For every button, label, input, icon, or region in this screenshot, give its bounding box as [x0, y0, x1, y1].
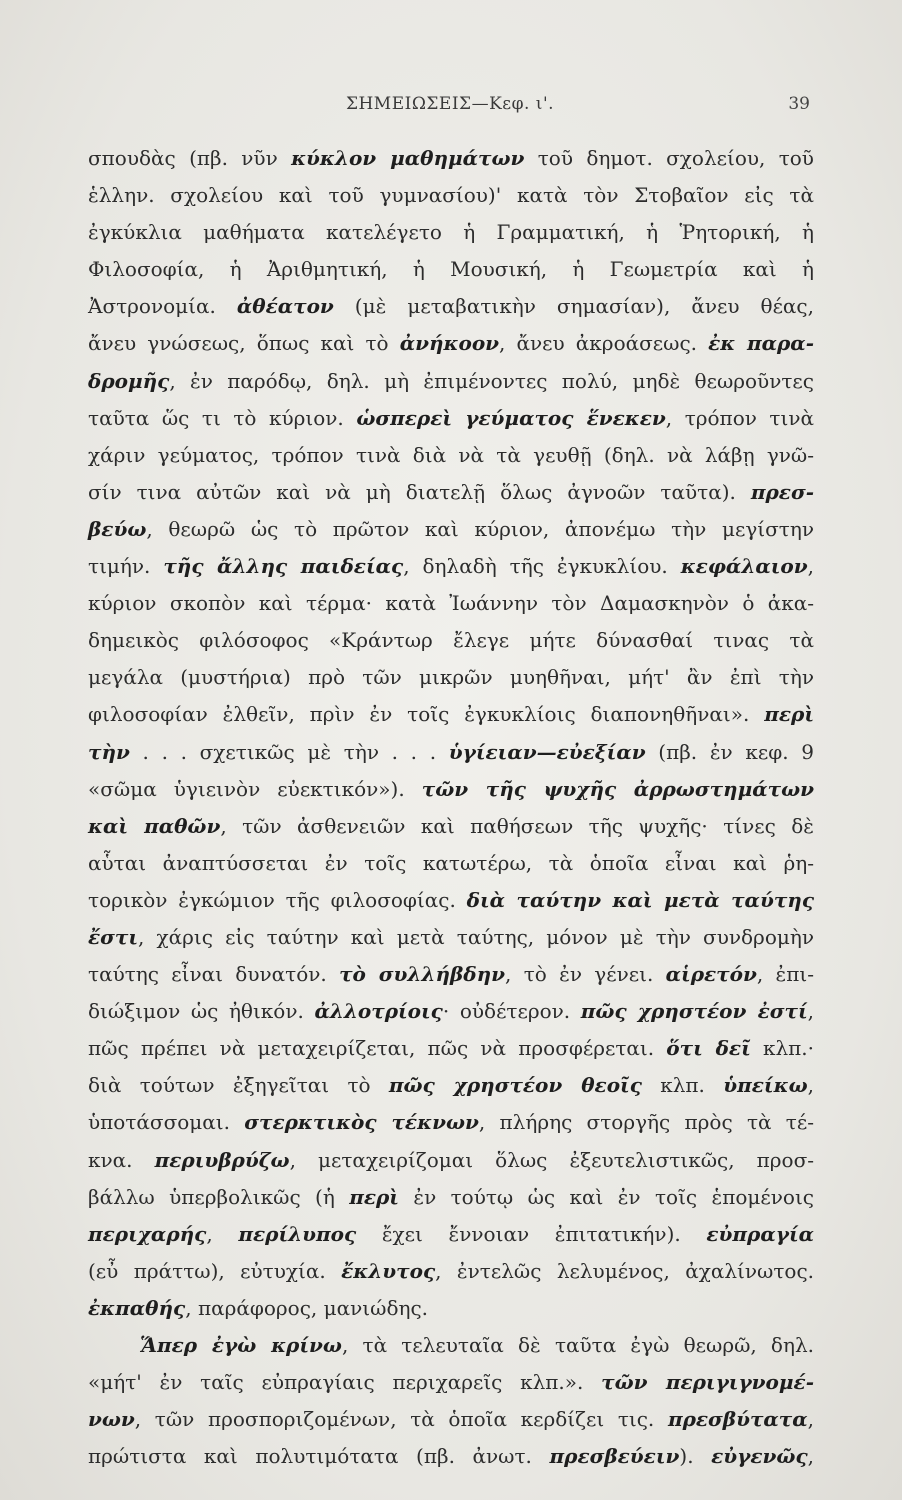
gloss-text: ἐγκύκλια μαθήματα κατελέγετο ἡ Γραμματική, ἡ Ῥητορική, ἡ [88, 220, 814, 245]
lemma-term: ἀθέατον [236, 294, 334, 319]
text-line [88, 845, 814, 882]
gloss-text: ὑποτάσσομαι. [88, 1110, 245, 1135]
lemma-term: περὶ [764, 702, 814, 727]
gloss-text: · οὐδέτερον. [442, 999, 581, 1024]
lemma-term: αἱρετόν [665, 962, 757, 987]
gloss-text: ). [679, 1444, 712, 1469]
gloss-text: , ἐντελῶς λελυμένος, ἀχαλίνωτος. [435, 1258, 815, 1283]
gloss-text: σπουδὰς (πβ. νῦν [88, 146, 292, 170]
gloss-text: , [807, 999, 814, 1024]
text-line [88, 1142, 814, 1179]
text-line [88, 993, 814, 1030]
lemma-term: τῶν περιγιγνομέ- [601, 1370, 814, 1395]
lemma-term: ὡσπερεὶ γεύματος ἕνεκεν [356, 405, 666, 430]
text-line [88, 363, 814, 400]
text-line [88, 585, 814, 622]
gloss-text: , [807, 1407, 814, 1432]
text-line [88, 808, 814, 845]
gloss-text: , [807, 554, 814, 579]
lemma-term: τῆς ἄλλης παιδείας [163, 554, 404, 579]
gloss-text: , χάρις εἰς ταύτην καὶ μετὰ ταύτης, μόνον μὲ τὴν συνδρομὴν [138, 924, 814, 949]
gloss-text: , ἄνευ ἀκροάσεως. [499, 331, 709, 356]
lemma-term: ὑγίειαν—εὐεξίαν [448, 739, 646, 764]
gloss-text: «μήτ' ἐν ταῖς εὐπραγίαις περιχαρεῖς κλπ.». [88, 1370, 602, 1395]
lemma-term: εὐγενῶς [711, 1444, 808, 1469]
gloss-text: Φιλοσοφία, ἡ Ἀριθμητική, ἡ Μουσική, ἡ Γεωμετρία καὶ ἡ [88, 257, 814, 282]
gloss-text: , τὸ ἐν γένει. [505, 962, 666, 987]
gloss-text: ταύτης εἶναι δυνατόν. [88, 962, 340, 987]
gloss-text: δημεικὸς φιλόσοφος «Κράντωρ ἔλεγε μήτε δύνασθαί τινας τὰ [88, 628, 814, 653]
lemma-term: περιυβρύζω [154, 1147, 290, 1172]
gloss-text: (μὲ μεταβατικὴν σημασίαν), ἄνευ θέας, [333, 294, 814, 319]
text-line [88, 1179, 814, 1216]
text-line [88, 1030, 814, 1067]
gloss-text: , τῶν ἀσθενειῶν καὶ παθήσεων τῆς ψυχῆς· τίνες δὲ [220, 813, 814, 838]
gloss-text: σίν τινα αὐτῶν καὶ νὰ μὴ διατελῇ ὅλως ἀγνοῶν ταῦτα). [88, 479, 751, 504]
text-line [88, 214, 814, 251]
gloss-text: , τρόπον τινὰ [665, 405, 815, 430]
text-line [88, 1364, 814, 1401]
lemma-term: βεύω [88, 516, 147, 541]
gloss-text: πρώτιστα καὶ πολυτιμότατα (πβ. ἀνωτ. [88, 1444, 550, 1469]
text-line [88, 956, 814, 993]
text-line [88, 251, 814, 288]
gloss-text: ἔχει ἔννοιαν ἐπιτατικήν). [356, 1221, 707, 1246]
text-line [88, 1438, 814, 1475]
text-line [88, 325, 814, 362]
lemma-term: ἐκ παρα- [708, 331, 814, 356]
lemma-term: ἔστι [88, 924, 139, 949]
lemma-term: εὐπραγία [706, 1221, 815, 1246]
lemma-term: πῶς χρηστέον θεοῖς [388, 1073, 642, 1098]
lemma-term: ὑπείκω [723, 1073, 808, 1098]
text-line [88, 919, 814, 956]
gloss-text: μεγάλα (μυστήρια) πρὸ τῶν μικρῶν μυηθῆναι, μήτ' ἂν ἐπὶ τὴν [88, 665, 814, 690]
lemma-term: νων [88, 1407, 135, 1432]
text-line [88, 1216, 814, 1253]
lemma-term: πῶς χρηστέον ἐστί [580, 999, 808, 1024]
text-line [88, 1327, 814, 1364]
text-line [88, 437, 814, 474]
lemma-term: κεφάλαιον [680, 554, 808, 579]
running-head: ΣΗΜΕΙΩΣΕΙΣ—Κεφ. ι'. [345, 94, 555, 114]
gloss-text: κλπ.· [750, 1036, 814, 1061]
lemma-term: ἀλλοτρίοις [314, 999, 443, 1024]
text-line [88, 696, 814, 733]
gloss-text: , ἐν παρόδῳ, δηλ. μὴ ἐπιμένοντες πολύ, μηδὲ θεωροῦντες [169, 368, 814, 393]
text-line [88, 1104, 814, 1141]
text-line [88, 771, 814, 808]
lemma-term: ἔκλυτος [341, 1258, 436, 1283]
gloss-text: αὗται ἀναπτύσσεται ἐν τοῖς κατωτέρω, τὰ ὁποῖα εἶναι καὶ ῥη- [88, 850, 814, 875]
text-line [88, 511, 814, 548]
lemma-term: περίλυπος [238, 1221, 357, 1246]
text-line [88, 882, 814, 919]
gloss-text: ἑλλην. σχολείου καὶ τοῦ γυμνασίου)' κατὰ τὸν Στοβαῖον εἰς τὰ [88, 183, 814, 208]
gloss-text: κλπ. [641, 1073, 724, 1098]
text-line [88, 548, 814, 585]
gloss-text: . . . σχετικῶς μὲ τὴν . . . [129, 739, 449, 764]
gloss-text: πῶς πρέπει νὰ μεταχειρίζεται, πῶς νὰ προσφέρεται. [88, 1036, 667, 1061]
gloss-text: διώξιμον ὡς ἠθικόν. [88, 999, 315, 1024]
gloss-text: ταῦτα ὥς τι τὸ κύριον. [88, 405, 357, 430]
gloss-text: , [807, 1073, 814, 1098]
page-number: 39 [788, 94, 810, 114]
gloss-text: τορικὸν ἐγκώμιον τῆς φιλοσοφίας. [88, 887, 467, 912]
text-line [88, 1253, 814, 1290]
gloss-text: , τῶν προσποριζομένων, τὰ ὁποῖα κερδίζει τις. [134, 1407, 668, 1432]
text-line [88, 1290, 814, 1327]
lemma-term: πρεσ- [750, 479, 814, 504]
gloss-text: , δηλαδὴ τῆς ἐγκυκλίου. [403, 554, 681, 579]
gloss-text: , [206, 1221, 239, 1246]
lemma-term: περὶ [349, 1184, 399, 1209]
gloss-text: ἄνευ γνώσεως, ὅπως καὶ τὸ [88, 331, 400, 356]
text-line [88, 474, 814, 511]
lemma-term: πρεσβύτατα [667, 1407, 808, 1432]
lemma-term: δρομῆς [88, 368, 170, 393]
text-line [88, 734, 814, 771]
text-line [88, 140, 814, 177]
lemma-term: πρεσβεύειν [549, 1444, 680, 1469]
gloss-text: κύριον σκοπὸν καὶ τέρμα· κατὰ Ἰωάννην τὸν Δαμασκηνὸν ὁ ἀκα- [88, 591, 814, 616]
gloss-text: τιμήν. [88, 554, 164, 579]
lemma-term: περιχαρής [88, 1221, 207, 1246]
lemma-term: τὴν [88, 739, 130, 764]
gloss-text: βάλλω ὑπερβολικῶς (ἡ [88, 1184, 350, 1209]
notes-text-block [88, 140, 814, 1475]
text-line [88, 177, 814, 214]
lemma-term: ὅτι δεῖ [666, 1036, 751, 1061]
lemma-term: τὸ συλλήβδην [339, 962, 506, 987]
text-line [88, 288, 814, 325]
gloss-text: , θεωρῶ ὡς τὸ πρῶτον καὶ κύριον, ἀπονέμω τὴν μεγίστην [146, 516, 814, 541]
gloss-text: διὰ τούτων ἐξηγεῖται τὸ [88, 1073, 389, 1098]
gloss-text: , τὰ τελευταῖα δὲ ταῦτα ἐγὼ θεωρῶ, δηλ. [341, 1333, 814, 1357]
gloss-text: κνα. [88, 1147, 155, 1172]
gloss-text: «σῶμα ὑγιεινὸν εὐεκτικόν»). [88, 776, 422, 801]
gloss-text: , ἐπι- [756, 962, 814, 987]
lemma-term: ἐκπαθής [88, 1295, 186, 1320]
gloss-text: χάριν γεύματος, τρόπον τινὰ διὰ νὰ τὰ γευθῇ (δηλ. νὰ λάβῃ γνῶ- [88, 442, 814, 467]
lemma-term: ἀνήκοον [399, 331, 500, 356]
text-line [88, 659, 814, 696]
lemma-term: διὰ ταύτην καὶ μετὰ ταύτης [466, 887, 814, 912]
gloss-text: φιλοσοφίαν ἐλθεῖν, πρὶν ἐν τοῖς ἐγκυκλίοις διαπονηθῆναι». [88, 702, 765, 727]
gloss-text: , [807, 1444, 814, 1469]
text-line [88, 1401, 814, 1438]
text-line [88, 400, 814, 437]
gloss-text: Ἀστρονομία. [88, 294, 237, 319]
text-line [88, 622, 814, 659]
gloss-text: ἐν τούτῳ ὡς καὶ ἐν τοῖς ἑπομένοις [398, 1184, 815, 1209]
text-line [88, 1067, 814, 1104]
lemma-term: στερκτικὸς τέκνων [244, 1110, 479, 1135]
gloss-text: τοῦ δημοτ. σχολείου, τοῦ [524, 146, 814, 170]
page-header [90, 94, 810, 124]
gloss-text: , μεταχειρίζομαι ὅλως ἐξευτελιστικῶς, προσ- [289, 1147, 814, 1172]
lemma-term: καὶ παθῶν [88, 813, 221, 838]
lemma-term: Ἅπερ ἐγὼ κρίνω [140, 1333, 342, 1357]
lemma-term: τῶν τῆς ψυχῆς ἀρρωστημάτων [421, 776, 814, 801]
gloss-text: , παράφορος, μανιώδης. [185, 1295, 429, 1320]
lemma-term: κύκλον μαθημάτων [291, 146, 525, 170]
gloss-text: , πλήρης στοργῆς πρὸς τὰ τέ- [478, 1110, 814, 1135]
gloss-text: (εὖ πράττω), εὐτυχία. [88, 1258, 342, 1283]
gloss-text: (πβ. ἐν κεφ. 9 [645, 739, 815, 764]
